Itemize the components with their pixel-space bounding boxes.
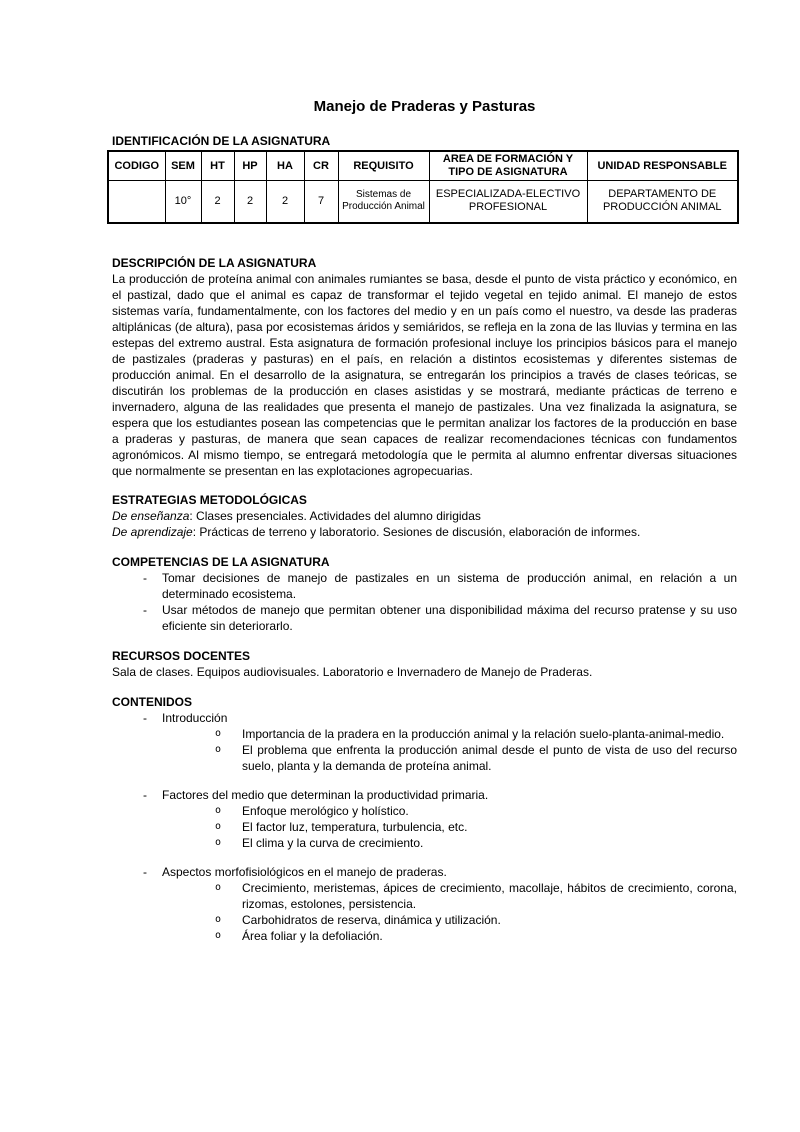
description-paragraph: La producción de proteína animal con animales rumiantes se basa, desde el punto de vista práctico y económico, en el pastizal, dado que el animal es capaz de transformar el tejido vegetal en tejido animal. El manejo de estos sistemas varía, fundamentalmente, con los factores del medio y en un país como el nuestro, va desde las praderas altiplánicas (de altura), pasa por ecosistemas áridos y semiáridos, se refleja en la zona de las lluvias y termina en las estepas del extremo austral. Esta asignatura de formación profesional incluye los principios básicos para el manejo de pastizales (praderas y pasturas) en el país, en relación a distintos ecosistemas y diferentes sistemas de producción animal. En el desarrollo de la asignatura, se entregarán los principios a través de clases teóricas, se discutirán los problemas de la producción en clases asistidas y se mostrará, mediante prácticas de terreno e invernadero, alguna de las realidades que presenta el manejo de pastizales. Una vez finalizada la asignatura, se espera que los estudiantes posean las competencias que le permitan analizar los factores de la producción en base a praderas y pasturas, de manera que sean capaces de realizar recomendaciones técnicas con fundamentos agronómicos. Al mismo tiempo, se entregará metodología que le permita al alumno enfrentar diversas situaciones que normalmente se presentan en las explotaciones agropecuarias.	[112, 271, 737, 478]
resources-paragraph: Sala de clases. Equipos audiovisuales. Laboratorio e Invernadero de Manejo de Praderas.	[112, 664, 593, 679]
column-header-ht: HT	[201, 151, 234, 181]
dash-bullet: -	[143, 602, 147, 617]
circle-bullet: o	[215, 727, 222, 739]
topic-aspectos-morfofisiologicos	[112, 864, 737, 944]
section-heading-descripcion: DESCRIPCIÓN DE LA ASIGNATURA	[112, 255, 317, 270]
sub-list-item	[112, 819, 737, 835]
dash-bullet: -	[143, 787, 147, 802]
strategy-label: De aprendizaje	[112, 524, 193, 539]
sub-list-item	[112, 912, 737, 928]
section-heading-recursos: RECURSOS DOCENTES	[112, 648, 251, 663]
section-heading-competencias: COMPETENCIAS DE LA ASIGNATURA	[112, 554, 330, 569]
cell-codigo	[108, 181, 165, 223]
dash-bullet: -	[143, 710, 147, 725]
sub-item-text: El problema que enfrenta la producción animal desde el punto de vista de uso del recurso suelo, planta y la demanda de proteína animal.	[242, 742, 737, 773]
cell-requisito: Sistemas de Producción Animal	[338, 181, 429, 223]
circle-bullet: o	[215, 743, 222, 755]
column-header-hp: HP	[234, 151, 266, 181]
topic-introduccion	[112, 710, 737, 774]
list-item	[112, 602, 737, 634]
topic-title: Introducción	[162, 710, 228, 725]
sub-list-item	[112, 742, 737, 774]
dash-bullet: -	[143, 864, 147, 879]
list-item	[112, 864, 737, 880]
table-header-row	[108, 151, 738, 181]
sub-list-item	[112, 928, 737, 944]
section-heading-estrategias: ESTRATEGIAS METODOLÓGICAS	[112, 492, 307, 507]
circle-bullet: o	[215, 913, 222, 925]
sub-list-item	[112, 835, 737, 851]
column-header-sem: SEM	[165, 151, 201, 181]
topic-title: Aspectos morfofisiológicos en el manejo de praderas.	[162, 864, 447, 879]
cell-unidad-responsable: DEPARTAMENTO DE PRODUCCIÓN ANIMAL	[587, 181, 738, 223]
cell-ha: 2	[266, 181, 304, 223]
cell-ht: 2	[201, 181, 234, 223]
list-item-text: Tomar decisiones de manejo de pastizales en un sistema de producción animal, en relación a un determinado ecosistema.	[162, 570, 737, 601]
circle-bullet: o	[215, 836, 222, 848]
list-item	[112, 570, 737, 602]
column-header-codigo: CODIGO	[108, 151, 165, 181]
sub-item-text: Crecimiento, meristemas, ápices de crecimiento, macollaje, hábitos de crecimiento, corona, rizomas, estolones, persistencia.	[242, 880, 737, 911]
table-row	[108, 181, 738, 223]
circle-bullet: o	[215, 881, 222, 893]
sub-list-item	[112, 726, 737, 742]
sub-item-text: Enfoque merológico y holístico.	[242, 803, 409, 818]
list-item	[112, 787, 737, 803]
column-header-unidad-responsable: UNIDAD RESPONSABLE	[587, 151, 738, 181]
sub-item-text: El clima y la curva de crecimiento.	[242, 835, 424, 850]
list-item	[112, 710, 737, 726]
document-page	[112, 0, 737, 944]
strategy-label: De enseñanza	[112, 508, 190, 523]
column-header-cr: CR	[304, 151, 338, 181]
list-item-text: Usar métodos de manejo que permitan obtener una disponibilidad máxima del recurso pratense y su uso eficiente sin deteriorarlo.	[162, 602, 737, 633]
circle-bullet: o	[215, 820, 222, 832]
cell-cr: 7	[304, 181, 338, 223]
column-header-area-formacion: AREA DE FORMACIÓN Y TIPO DE ASIGNATURA	[429, 151, 587, 181]
sub-item-text: Importancia de la pradera en la producción animal y la relación suelo-planta-animal-medio.	[242, 726, 725, 741]
sub-list-item	[112, 880, 737, 912]
section-heading-contenidos: CONTENIDOS	[112, 694, 193, 709]
sub-list-item	[112, 803, 737, 819]
cell-hp: 2	[234, 181, 266, 223]
strategy-text: : Clases presenciales. Actividades del alumno dirigidas	[189, 508, 481, 523]
column-header-ha: HA	[266, 151, 304, 181]
sub-item-text: Área foliar y la defoliación.	[242, 928, 383, 943]
sub-item-text: El factor luz, temperatura, turbulencia, etc.	[242, 819, 468, 834]
cell-sem: 10°	[165, 181, 201, 223]
strategy-line-aprendizaje	[112, 524, 737, 540]
strategy-text: : Prácticas de terreno y laboratorio. Sesiones de discusión, elaboración de informes.	[192, 524, 641, 539]
identification-table	[107, 150, 739, 224]
dash-bullet: -	[143, 570, 147, 585]
sub-item-text: Carbohidratos de reserva, dinámica y utilización.	[242, 912, 501, 927]
strategy-line-ensenanza	[112, 508, 737, 524]
topic-title: Factores del medio que determinan la productividad primaria.	[162, 787, 489, 802]
circle-bullet: o	[215, 929, 222, 941]
topic-factores-del-medio	[112, 787, 737, 851]
page-title: Manejo de Praderas y Pasturas	[313, 98, 536, 115]
column-header-requisito: REQUISITO	[338, 151, 429, 181]
section-heading-identificacion: IDENTIFICACIÓN DE LA ASIGNATURA	[112, 134, 331, 148]
cell-area-formacion: ESPECIALIZADA-ELECTIVO PROFESIONAL	[429, 181, 587, 223]
circle-bullet: o	[215, 804, 222, 816]
